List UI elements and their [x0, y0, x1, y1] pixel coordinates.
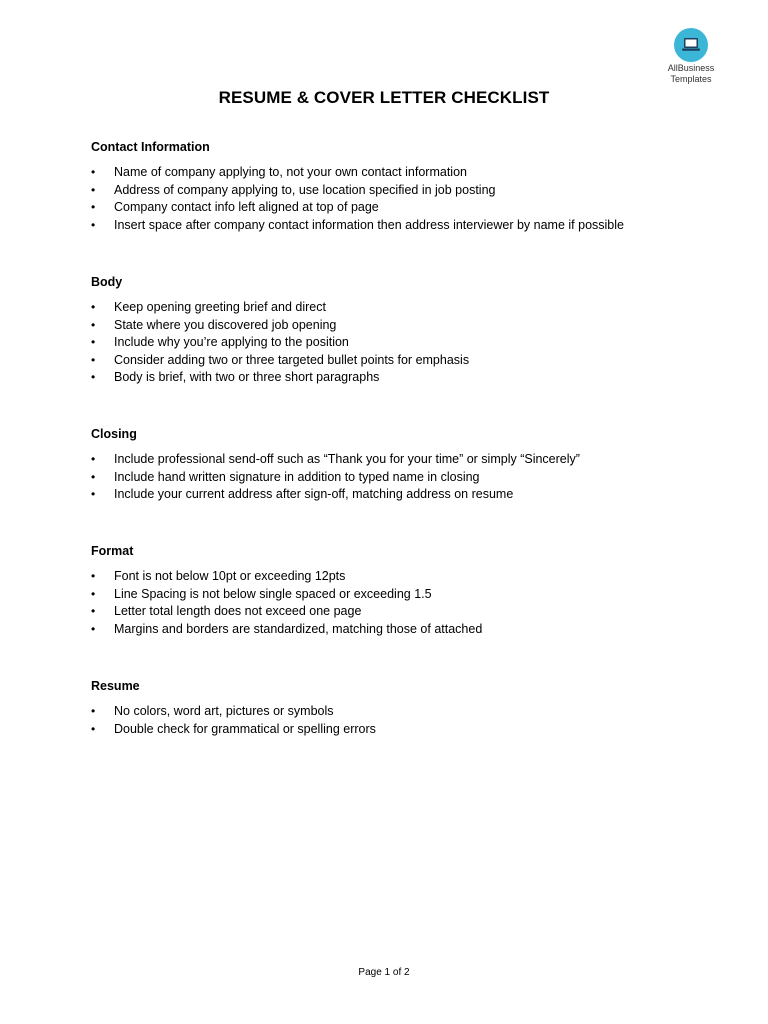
list-item-text: Keep opening greeting brief and direct: [114, 300, 326, 314]
list-item: [91, 603, 711, 621]
list-item: [91, 586, 711, 604]
list-item-text: State where you discovered job opening: [114, 317, 337, 332]
section-heading: Resume: [91, 679, 140, 693]
bullet-icon: •: [91, 217, 96, 232]
list-item-text: Include why you’re applying to the position: [114, 335, 349, 350]
list-item-text: Company contact info left aligned at top of page: [114, 200, 379, 215]
bullet-icon: •: [91, 335, 96, 350]
logo-text-line2: Templates: [670, 74, 712, 84]
section-heading: Body: [91, 275, 123, 289]
list-item-text: Insert space after company contact information then address interviewer by name if possible: [114, 217, 624, 232]
bullet-icon: •: [91, 569, 96, 583]
list-item: [91, 451, 711, 469]
bullet-icon: •: [91, 300, 96, 314]
bullet-list: [91, 703, 711, 738]
bullet-icon: •: [91, 621, 96, 636]
bullet-list: [91, 451, 711, 504]
list-item: [91, 621, 711, 639]
list-item: [91, 164, 711, 182]
bullet-list: [91, 568, 711, 638]
section-body: [91, 273, 711, 387]
list-item-text: Address of company applying to, use location specified in job posting: [114, 182, 496, 197]
bullet-icon: •: [91, 317, 96, 332]
list-item-text: Name of company applying to, not your own contact information: [114, 165, 467, 179]
bullet-icon: •: [91, 370, 96, 385]
list-item-text: Include professional send-off such as “Thank you for your time” or simply “Sincerely”: [114, 452, 580, 466]
list-item-text: Line Spacing is not below single spaced or exceeding 1.5: [114, 586, 432, 601]
bullet-icon: •: [91, 452, 96, 466]
list-item: [91, 182, 711, 200]
section-closing: [91, 425, 711, 504]
bullet-icon: •: [91, 469, 96, 484]
list-item: [91, 217, 711, 235]
list-item: [91, 703, 711, 721]
section-heading: Closing: [91, 427, 137, 441]
list-item: [91, 469, 711, 487]
logo-text-line1: AllBusiness: [667, 63, 715, 73]
bullet-icon: •: [91, 604, 96, 619]
list-item-text: Font is not below 10pt or exceeding 12pts: [114, 569, 346, 583]
list-item-text: Consider adding two or three targeted bullet points for emphasis: [114, 352, 470, 367]
list-item-text: Margins and borders are standardized, matching those of attached: [114, 621, 483, 636]
list-item: [91, 486, 711, 504]
list-item-text: Body is brief, with two or three short paragraphs: [114, 370, 380, 385]
company-logo: [662, 28, 720, 84]
page-number: Page 1 of 2: [358, 967, 410, 978]
list-item: [91, 721, 711, 739]
list-item: [91, 568, 711, 586]
bullet-list: [91, 299, 711, 387]
page-title: RESUME & COVER LETTER CHECKLIST: [218, 88, 550, 107]
list-item-text: Letter total length does not exceed one page: [114, 604, 362, 619]
bullet-icon: •: [91, 165, 96, 179]
section-contact-information: [91, 138, 711, 234]
list-item: [91, 334, 711, 352]
list-item: [91, 299, 711, 317]
section-heading: Format: [91, 544, 134, 558]
list-item-text: Include your current address after sign-off, matching address on resume: [114, 487, 514, 502]
bullet-list: [91, 164, 711, 234]
list-item-text: Double check for grammatical or spelling errors: [114, 721, 376, 736]
list-item: [91, 352, 711, 370]
section-resume: [91, 677, 711, 738]
list-item-text: No colors, word art, pictures or symbols: [114, 704, 334, 718]
laptop-icon: [674, 28, 708, 62]
bullet-icon: •: [91, 721, 96, 736]
list-item-text: Include hand written signature in addition to typed name in closing: [114, 469, 480, 484]
list-item: [91, 199, 711, 217]
bullet-icon: •: [91, 352, 96, 367]
section-format: [91, 542, 711, 638]
section-heading: Contact Information: [91, 140, 210, 154]
bullet-icon: •: [91, 586, 96, 601]
bullet-icon: •: [91, 487, 96, 502]
bullet-icon: •: [91, 182, 96, 197]
list-item: [91, 317, 711, 335]
list-item: [91, 369, 711, 387]
bullet-icon: •: [91, 200, 96, 215]
bullet-icon: •: [91, 704, 96, 718]
